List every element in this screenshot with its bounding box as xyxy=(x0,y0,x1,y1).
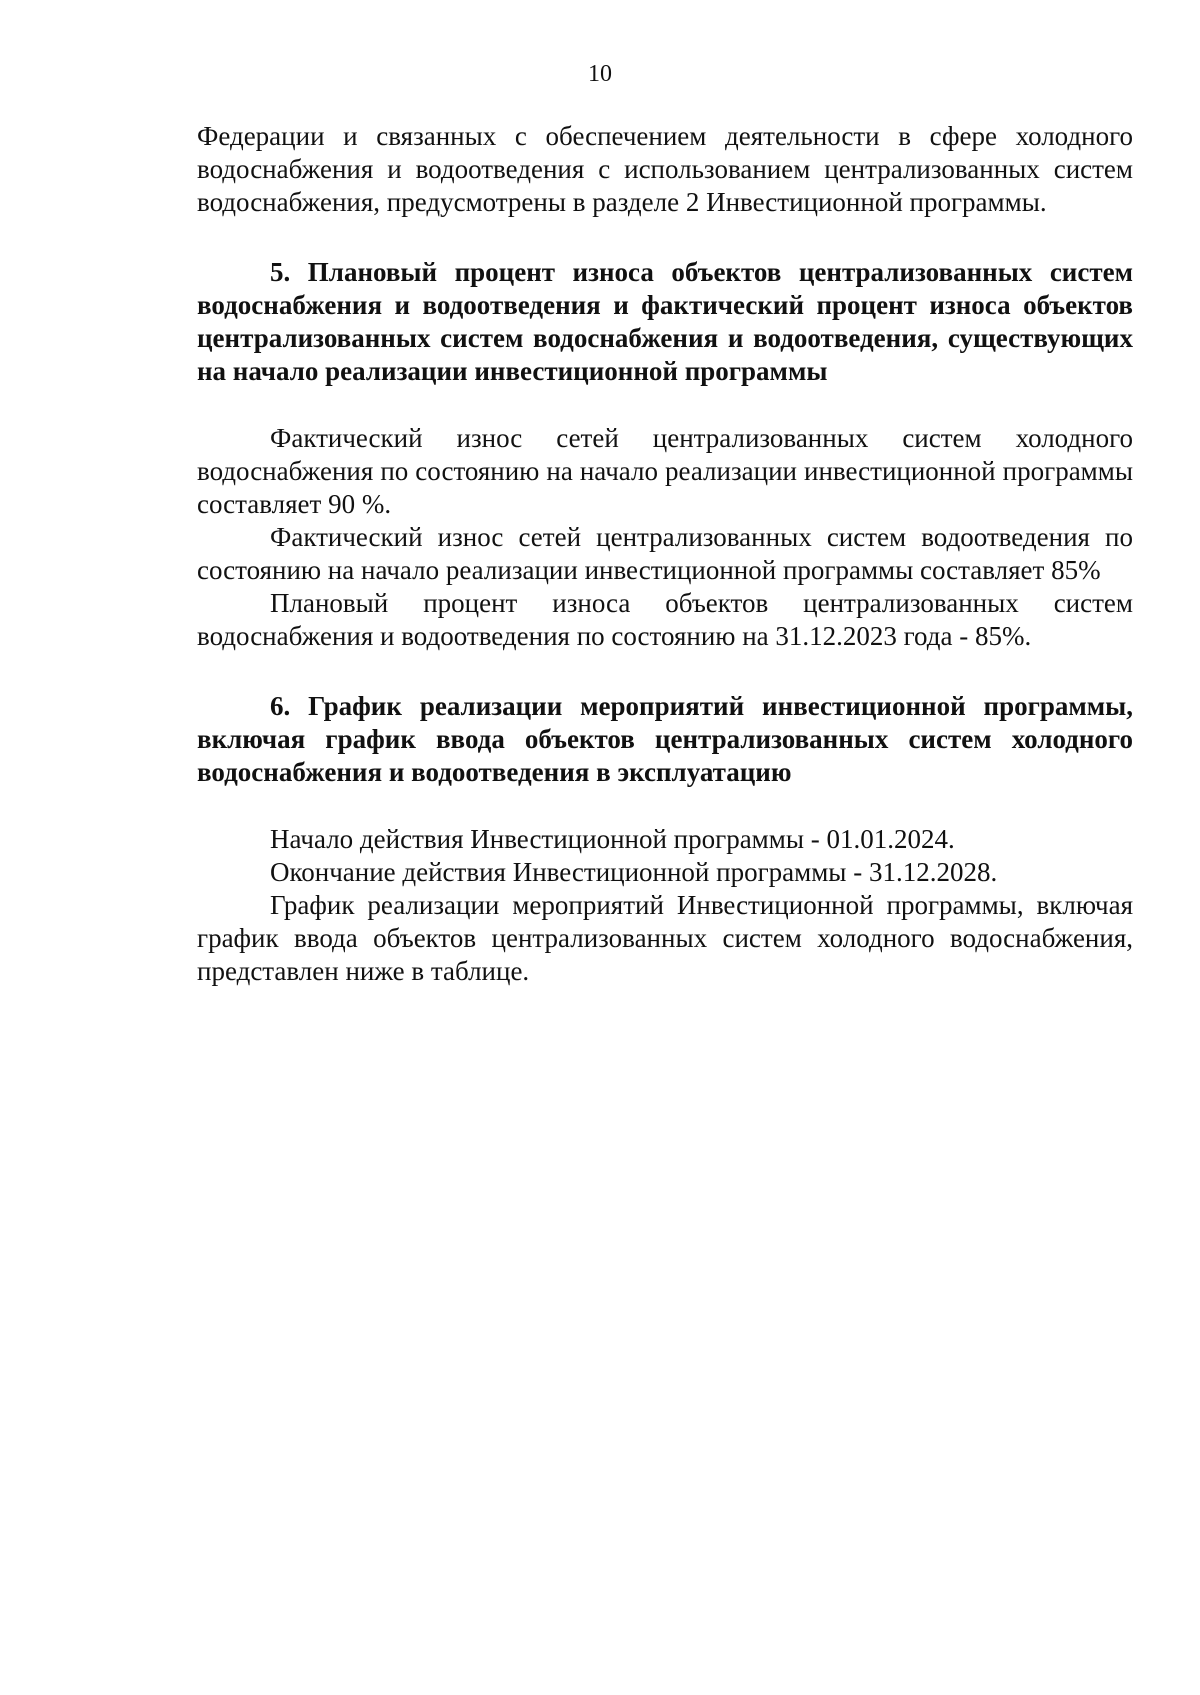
intro-paragraph: Федерации и связанных с обеспечением деятельности в сфере холодного водоснабжения и водоотведения с использованием централизованных систем водоснабжения, предусмотрены в разделе 2 Инвестиционной программы. xyxy=(197,121,1133,217)
page-number: 10 xyxy=(588,61,612,87)
section-6-paragraph-3: График реализации мероприятий Инвестиционной программы, включая график ввода объектов централизованных систем холодного водоснабжения, представлен ниже в таблице. xyxy=(197,890,1133,986)
section-6-heading: 6. График реализации мероприятий инвестиционной программы, включая график ввода объектов централизованных систем холодного водоснабжения и водоотведения в эксплуатацию xyxy=(197,691,1133,787)
section-5-paragraph-2: Фактический износ сетей централизованных систем водоотведения по состоянию на начало реализации инвестиционной программы составляет 85% xyxy=(197,522,1133,585)
section-5-heading: 5. Плановый процент износа объектов централизованных систем водоснабжения и водоотведения и фактический процент износа объектов централизованных систем водоснабжения и водоотведения, существующих на начало реализации инвестиционной программы xyxy=(197,257,1133,386)
section-6-paragraph-2: Окончание действия Инвестиционной программы - 31.12.2028. xyxy=(270,857,998,887)
document-body xyxy=(197,120,1133,988)
section-6-paragraph-1: Начало действия Инвестиционной программы - 01.01.2024. xyxy=(270,824,955,854)
section-5-paragraph-3: Плановый процент износа объектов централизованных систем водоснабжения и водоотведения по состоянию на 31.12.2023 года - 85%. xyxy=(197,588,1133,651)
section-5-paragraph-1: Фактический износ сетей централизованных систем холодного водоснабжения по состоянию на начало реализации инвестиционной программы составляет 90 %. xyxy=(197,423,1133,519)
